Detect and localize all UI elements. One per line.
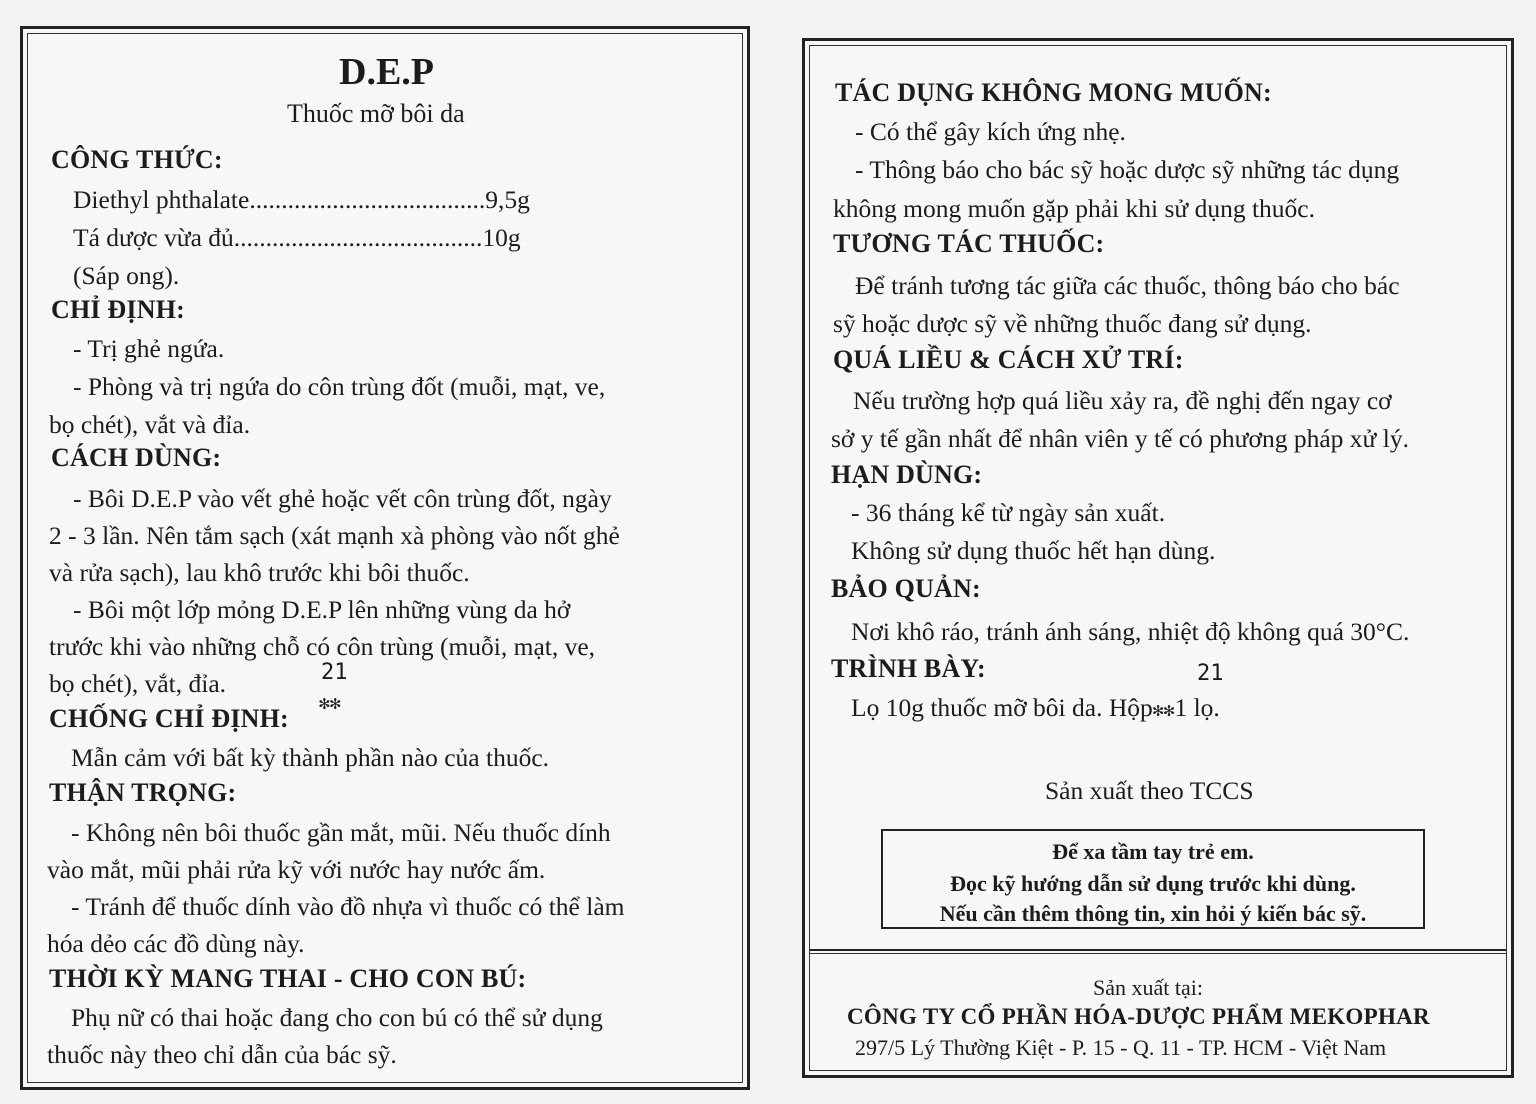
usage-text: 2 - 3 lần. Nên tắm sạch (xát mạnh xà phòng vào nốt ghẻ	[49, 521, 620, 550]
right-panel	[802, 38, 1514, 1078]
contraindication-text: Mẫn cảm với bất kỳ thành phần nào của thuốc.	[71, 743, 550, 772]
indication-text: bọ chét), vắt và đỉa.	[49, 410, 251, 439]
warning-line: Đọc kỹ hướng dẫn sử dụng trước khi dùng.	[950, 871, 1356, 896]
pregnancy-text: thuốc này theo chỉ dẫn của bác sỹ.	[47, 1040, 397, 1069]
section-divider	[810, 949, 1506, 951]
expiry-heading: HẠN DÙNG:	[831, 460, 983, 489]
section-divider	[810, 953, 1506, 954]
caution-text: - Không nên bôi thuốc gần mắt, mũi. Nếu thuốc dính	[71, 818, 611, 847]
presentation-text-end: 1 lọ.	[1174, 693, 1220, 722]
indication-text: - Trị ghẻ ngứa.	[73, 334, 225, 363]
product-subtitle: Thuốc mỡ bôi da	[287, 99, 465, 128]
interaction-heading: TƯƠNG TÁC THUỐC:	[833, 229, 1105, 258]
warning-line: Để xa tầm tay trẻ em.	[1052, 839, 1254, 864]
formula-line-2	[73, 225, 521, 251]
formula-heading: CÔNG THỨC:	[51, 145, 223, 174]
lot-number: 21	[321, 660, 348, 685]
indication-heading: CHỈ ĐỊNH:	[51, 295, 185, 324]
lot-mark: ✻✻	[319, 693, 341, 714]
lot-number: 21	[1197, 661, 1224, 686]
side-effects-text: không mong muốn gặp phải khi sử dụng thuốc.	[833, 194, 1315, 223]
storage-text: Nơi khô ráo, tránh ánh sáng, nhiệt độ không quá 30°C.	[851, 617, 1410, 646]
warning-box	[881, 829, 1425, 929]
side-effects-text: - Thông báo cho bác sỹ hoặc dược sỹ những tác dụng	[855, 155, 1400, 184]
usage-text: - Bôi một lớp mỏng D.E.P lên những vùng da hở	[73, 595, 571, 624]
formula-ingredient-amount: 9,5g	[485, 185, 530, 214]
caution-heading: THẬN TRỌNG:	[49, 778, 237, 807]
overdose-text: Nếu trường hợp quá liều xảy ra, đề nghị đến ngay cơ	[853, 386, 1392, 415]
made-at-label: Sản xuất tại:	[1093, 975, 1203, 1000]
usage-text: bọ chét), vắt, đỉa.	[49, 669, 227, 698]
usage-text: và rửa sạch), lau khô trước khi bôi thuốc.	[49, 558, 470, 587]
product-title: D.E.P	[339, 51, 434, 93]
manufacturer-address: 297/5 Lý Thường Kiệt - P. 15 - Q. 11 - TP. HCM - Việt Nam	[855, 1035, 1387, 1060]
left-panel	[20, 26, 750, 1090]
presentation-text-start: Lọ 10g thuốc mỡ bôi da. Hộp	[851, 693, 1153, 722]
formula-leaders: .......................................	[233, 223, 483, 252]
pregnancy-heading: THỜI KỲ MANG THAI - CHO CON BÚ:	[49, 964, 527, 993]
side-effects-heading: TÁC DỤNG KHÔNG MONG MUỐN:	[835, 78, 1272, 107]
standard-text: Sản xuất theo TCCS	[1045, 776, 1254, 805]
lot-mark: ✻✻	[1152, 700, 1175, 721]
usage-text: trước khi vào những chỗ có côn trùng (muỗi, mạt, ve,	[49, 632, 596, 661]
presentation-text	[851, 695, 1220, 721]
indication-text: - Phòng và trị ngứa do côn trùng đốt (muỗi, mạt, ve,	[73, 372, 606, 401]
presentation-heading: TRÌNH BÀY:	[831, 654, 986, 683]
caution-text: vào mắt, mũi phải rửa kỹ với nước hay nước ấm.	[47, 855, 546, 884]
formula-ingredient-name: Diethyl phthalate	[73, 185, 250, 214]
contraindication-heading: CHỐNG CHỈ ĐỊNH:	[49, 704, 289, 733]
storage-heading: BẢO QUẢN:	[831, 574, 981, 603]
formula-excipient-name: Tá dược vừa đủ	[73, 223, 234, 252]
formula-line-3: (Sáp ong).	[73, 261, 180, 290]
expiry-text: - 36 tháng kể từ ngày sản xuất.	[851, 498, 1166, 527]
caution-text: - Tránh để thuốc dính vào đồ nhựa vì thuốc có thể làm	[71, 892, 625, 921]
interaction-text: Để tránh tương tác giữa các thuốc, thông báo cho bác	[855, 271, 1400, 300]
caution-text: hóa dẻo các đồ dùng này.	[47, 929, 305, 958]
usage-heading: CÁCH DÙNG:	[51, 443, 222, 472]
formula-line-1	[73, 187, 530, 213]
side-effects-text: - Có thể gây kích ứng nhẹ.	[855, 117, 1126, 146]
warning-line: Nếu cần thêm thông tin, xin hỏi ý kiến bác sỹ.	[939, 901, 1367, 926]
formula-excipient-amount: 10g	[482, 223, 521, 252]
pregnancy-text: Phụ nữ có thai hoặc đang cho con bú có thể sử dụng	[71, 1003, 603, 1032]
formula-leaders: .....................................	[249, 185, 486, 214]
overdose-heading: QUÁ LIỀU & CÁCH XỬ TRÍ:	[833, 345, 1184, 374]
overdose-text: sở y tế gần nhất để nhân viên y tế có phương pháp xử lý.	[831, 424, 1409, 453]
expiry-text: Không sử dụng thuốc hết hạn dùng.	[851, 536, 1216, 565]
interaction-text: sỹ hoặc dược sỹ về những thuốc đang sử dụng.	[833, 309, 1312, 338]
usage-text: - Bôi D.E.P vào vết ghẻ hoặc vết côn trùng đốt, ngày	[73, 484, 612, 513]
manufacturer-name: CÔNG TY CỔ PHẦN HÓA-DƯỢC PHẨM MEKOPHAR	[847, 1004, 1430, 1029]
